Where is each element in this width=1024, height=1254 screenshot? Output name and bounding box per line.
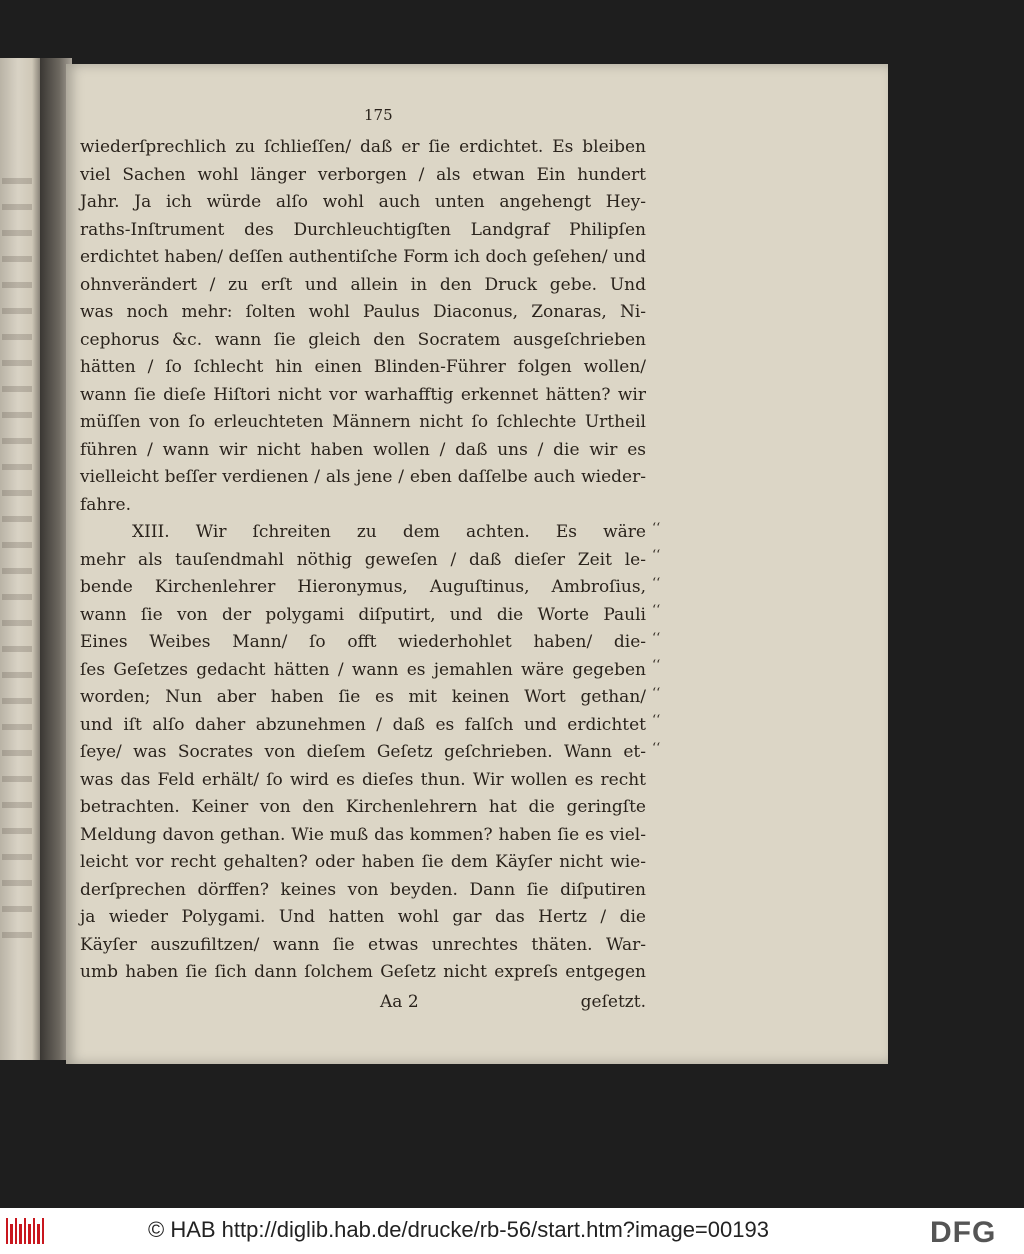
text-line: ja wieder Polygami. Und hatten wohl gar das Hertz / die	[80, 907, 646, 927]
text-line: wiederſprechlich zu ſchlieſſen/ daß er ſie erdichtet. Es bleiben	[80, 137, 646, 157]
text-line: wann ſie dieſe Hiſtori nicht vor warhafftig erkennet hätten? wir	[80, 384, 646, 405]
text-line: ohnverändert / zu erſt und allein in den Druck gebe. Und	[80, 274, 646, 295]
marginal-quote-mark: ‘‘	[652, 658, 661, 673]
section-heading-line: XIII. Wir ſchreiten zu dem achten. Es wäre	[132, 522, 646, 542]
page-footer	[80, 988, 646, 1016]
signature-mark: Aa 2	[380, 992, 419, 1012]
book-page	[66, 64, 888, 1064]
text-line: mehr als tauſendmahl nöthig geweſen / daß dieſer Zeit le-	[80, 549, 646, 570]
text-line: was noch mehr: ſolten wohl Paulus Diaconus, Zonaras, Ni-	[80, 302, 646, 322]
catchword: geſetzt.	[580, 992, 646, 1012]
text-line: raths-Inſtrument des Durchleuchtigſten Landgraf Philipſen	[80, 219, 646, 240]
text-line: hätten / ſo ſchlecht hin einen Blinden-Führer folgen wollen/	[80, 357, 646, 377]
text-line: betrachten. Keiner von den Kirchenlehrern hat die geringſte	[80, 797, 646, 817]
marginal-quote-mark: ‘‘	[652, 576, 661, 591]
text-line: worden; Nun aber haben ſie es mit keinen Wort gethan/	[80, 687, 646, 707]
text-line: viel Sachen wohl länger verborgen / als etwan Ein hundert	[80, 164, 646, 185]
text-line: erdichtet haben/ deſſen authentiſche Form ich doch geſehen/ und	[80, 247, 646, 267]
marginal-quote-mark: ‘‘	[652, 548, 661, 563]
marginal-quote-mark: ‘‘	[652, 603, 661, 618]
marginal-quote-mark: ‘‘	[652, 521, 661, 536]
text-line: Jahr. Ja ich würde alſo wohl auch unten angehengt Hey-	[80, 192, 646, 212]
page-number: 175	[364, 106, 393, 124]
text-line: Eines Weibes Mann/ ſo offt wiederhohlet haben/ die-	[80, 632, 646, 652]
text-line: umb haben ſie ſich dann ſolchem Geſetz nicht expreſs entgegen	[80, 962, 646, 982]
body-text	[80, 134, 661, 987]
text-line: derſprechen dörffen? keines von beyden. Dann ſie diſputiren	[80, 879, 646, 900]
text-line: führen / wann wir nicht haben wollen / daß uns / die wir es	[80, 439, 646, 460]
marginal-quote-mark: ‘‘	[652, 686, 661, 701]
text-line: was das Feld erhält/ ſo wird es dieſes thun. Wir wollen es recht	[80, 769, 646, 790]
text-line: vielleicht beſſer verdienen / als jene / eben daſſelbe auch wieder-	[80, 467, 646, 487]
text-line: und iſt alſo daher abzunehmen / daß es falſch und erdichtet	[80, 714, 646, 735]
marginal-quote-mark: ‘‘	[652, 713, 661, 728]
copyright-link[interactable]: © HAB http://diglib.hab.de/drucke/rb-56/start.htm?image=00193	[148, 1217, 769, 1242]
text-line: müſſen von ſo erleuchteten Männern nicht ſo ſchlechte Urtheil	[80, 412, 646, 432]
text-line: ſeye/ was Socrates von dieſem Geſetz geſchrieben. Wann et-	[80, 742, 646, 762]
text-line: leicht vor recht gehalten? oder haben ſie dem Käyſer nicht wie-	[80, 852, 646, 872]
marginal-quote-mark: ‘‘	[652, 631, 661, 646]
text-line: bende Kirchenlehrer Hieronymus, Auguſtinus, Ambroſius,	[80, 577, 646, 597]
viewer-footer-bar	[0, 1208, 1024, 1254]
text-line: wann ſie von der polygami diſputirt, und die Worte Pauli	[80, 604, 646, 625]
text-line: fahre.	[80, 494, 131, 515]
previous-page-edge	[0, 58, 40, 1060]
text-line: cephorus &c. wann ſie gleich den Socratem ausgeſchrieben	[80, 329, 646, 350]
previous-page-text-bleed	[2, 178, 32, 938]
dfg-logo: DFG	[930, 1216, 997, 1249]
text-line: Meldung davon gethan. Wie muß das kommen? haben ſie es viel-	[80, 824, 646, 845]
text-line: ſes Geſetzes gedacht hätten / wann es jemahlen wäre gegeben	[80, 659, 646, 680]
text-line: Käyſer auszufiltzen/ wann ſie etwas unrechtes thäten. War-	[80, 934, 646, 955]
hab-logo-icon	[6, 1218, 44, 1244]
marginal-quote-mark: ‘‘	[652, 741, 661, 756]
